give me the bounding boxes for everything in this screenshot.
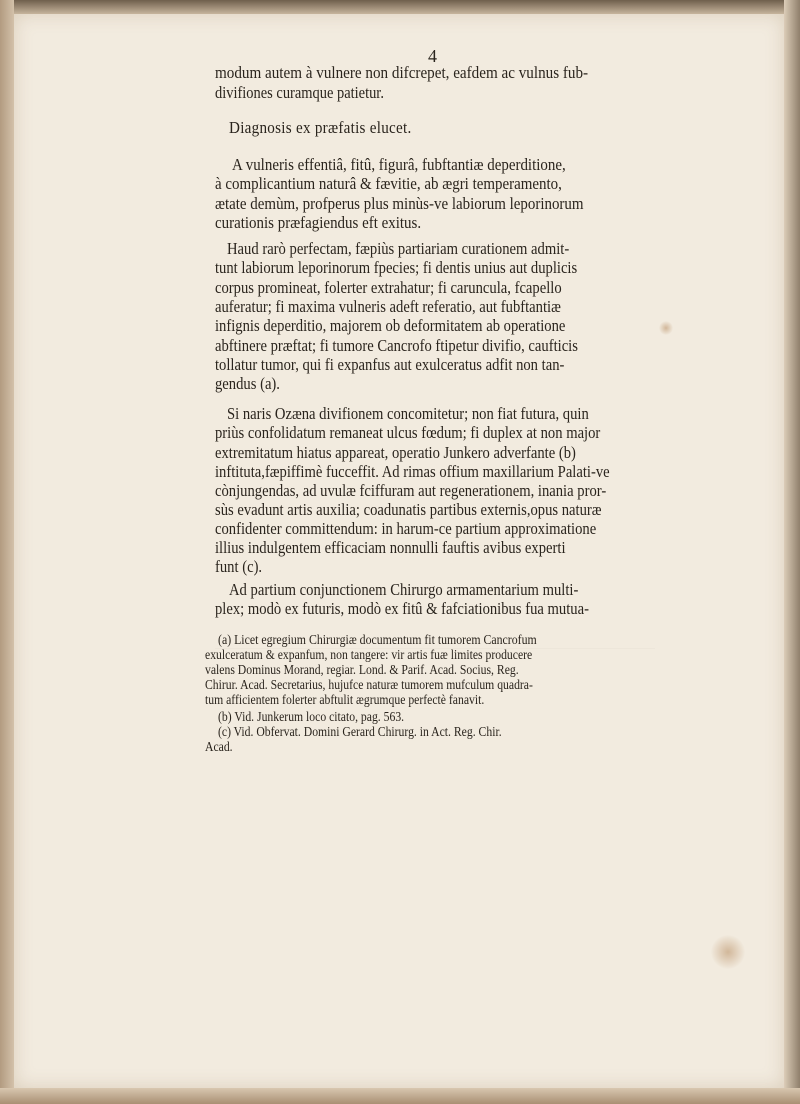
paragraph-4-line-5: cònjungendas, ad uvulæ fciffuram aut regenerationem, inania pror- — [215, 481, 607, 500]
paragraph-4-line-7: confidenter committendum: in harum-ce partium approximatione — [215, 519, 597, 538]
page-number: 4 — [428, 46, 437, 66]
paragraph-5-line-2: plex; modò ex futuris, modò ex fitû & fafciationibus fua mutua- — [215, 599, 589, 618]
paragraph-5-line-1: Ad partium conjunctionem Chirurgo armamentarium multi- — [229, 580, 579, 599]
paragraph-1-line-1: modum autem à vulnere non difcrepet, eafdem ac vulnus fub- — [215, 63, 589, 82]
footnote-a-line-2: exulceratum & expanfum, non tangere: vir artis fuæ limites producere — [205, 647, 533, 662]
paragraph-2-line-1: A vulneris effentiâ, fitû, figurâ, fubftantiæ deperditione, — [232, 155, 566, 174]
footnote-c-line-1: (c) Vid. Obfervat. Domini Gerard Chirurg. in Act. Reg. Chir. — [218, 724, 502, 739]
footnote-a-line-1: (a) Licet egregium Chirurgiæ documentum fit tumorem Cancrofum — [218, 632, 537, 647]
paragraph-3-line-2: tunt labiorum leporinorum fpecies; fi dentis unius aut duplicis — [215, 258, 578, 277]
footnote-a-line-3: valens Dominus Morand, regiar. Lond. & Parif. Acad. Socius, Reg. — [205, 662, 519, 677]
footnote-a-line-5: tum afficientem folerter abftulit ægrumque perfectè fanavit. — [205, 692, 485, 707]
paragraph-3-line-7: tollatur tumor, qui fi expanfus aut exulceratus adfit non tan- — [215, 355, 565, 374]
paragraph-3-line-6: abftinere præftat; fi tumore Cancrofo ftipetur divifio, caufticis — [215, 336, 578, 355]
paragraph-4-line-6: sùs evadunt artis auxilia; coadunatis partibus externis,opus naturæ — [215, 500, 602, 519]
left-binding-edge — [0, 0, 14, 1104]
footnote-c-line-2: Acad. — [205, 739, 233, 754]
paragraph-2-line-4: curationis præfagiendus eft exitus. — [215, 213, 422, 232]
paragraph-3-line-8: gendus (a). — [215, 374, 280, 393]
paragraph-3-line-1: Haud rarò perfectam, fæpiùs partiariam curationem admit- — [227, 239, 570, 258]
top-page-edge — [0, 0, 800, 14]
paragraph-4-line-1: Si naris Ozæna divifionem concomitetur; non fiat futura, quin — [227, 404, 589, 423]
paragraph-4-line-4: inftituta,fæpiffimè fucceffit. Ad rimas offium maxillarium Palati-ve — [215, 462, 610, 481]
footnote-a-line-4: Chirur. Acad. Secretarius, hujufce naturæ tumorem mufculum quadra- — [205, 677, 533, 692]
paragraph-4-line-2: priùs confolidatum remaneat ulcus fœdum; fi duplex at non major — [215, 423, 601, 442]
paragraph-4-line-8: illius indulgentem efficaciam nonnulli fauftis avibus experti — [215, 538, 566, 557]
paragraph-2-line-3: ætate demùm, profperus plus minùs-ve labiorum leporinorum — [215, 194, 584, 213]
paragraph-2-line-2: à complicantium naturâ & fævitie, ab ægri temperamento, — [215, 174, 562, 193]
paragraph-3-line-5: infignis deperditio, majorem ob deformitatem ab operatione — [215, 316, 566, 335]
small-paper-stain — [659, 321, 673, 335]
paragraph-1-line-2: divifiones curamque patietur. — [215, 83, 384, 102]
paragraph-4-line-3: extremitatum hiatus appareat, operatio Junkero adverfante (b) — [215, 443, 576, 462]
paper-stain — [711, 935, 745, 969]
footnote-b-line-1: (b) Vid. Junkerum loco citato, pag. 563. — [218, 709, 405, 724]
paragraph-3-line-3: corpus promineat, folerter extrahatur; fi caruncula, fcapello — [215, 278, 562, 297]
bottom-page-edge — [0, 1088, 800, 1104]
right-page-edge — [784, 0, 800, 1104]
diagnosis-heading-line: Diagnosis ex præfatis elucet. — [229, 118, 412, 137]
paragraph-4-line-9: funt (c). — [215, 557, 263, 576]
paragraph-3-line-4: auferatur; fi maxima vulneris adeft referatio, aut fubftantiæ — [215, 297, 561, 316]
